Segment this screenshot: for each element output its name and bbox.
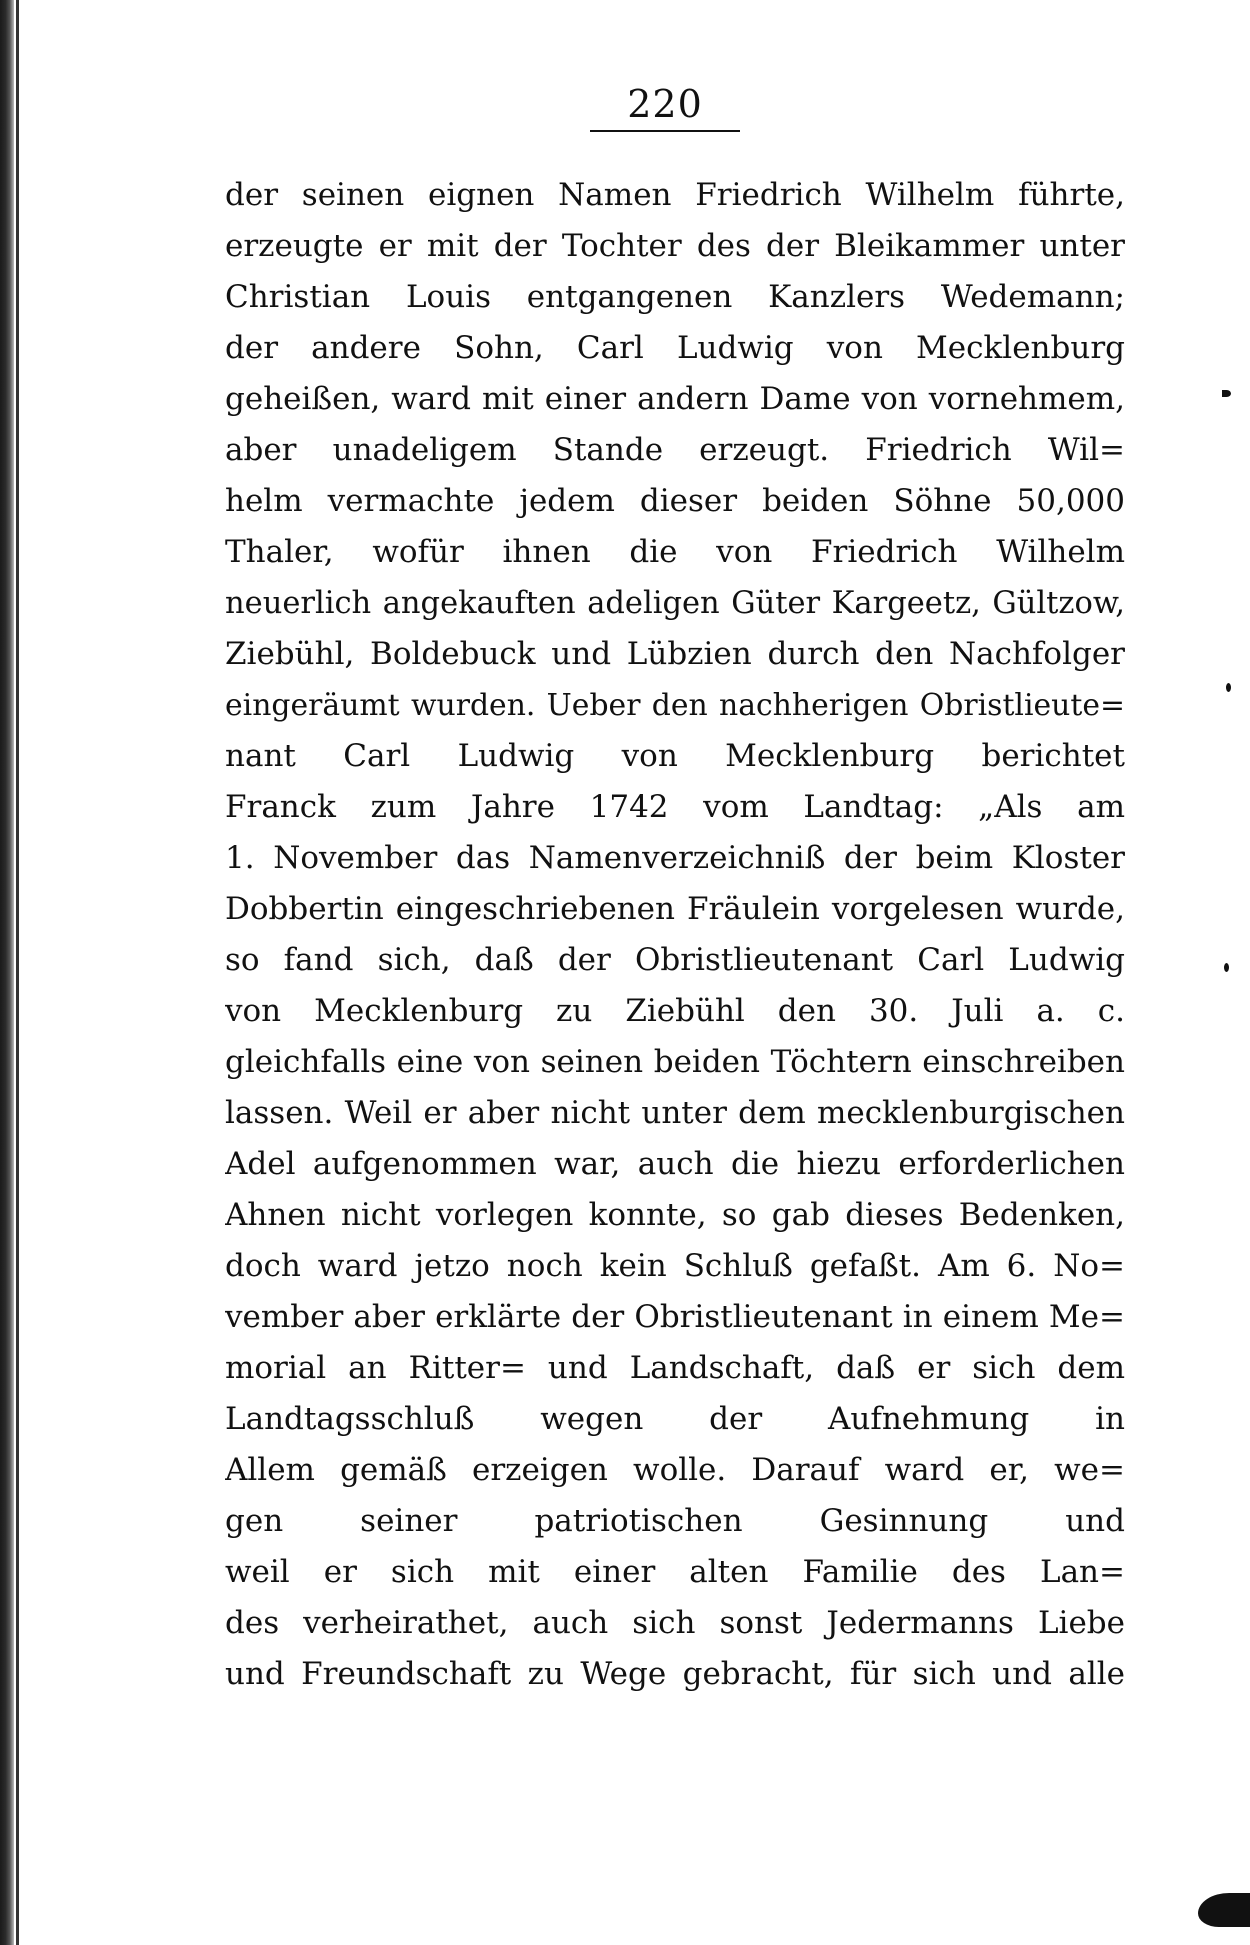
margin-ink-mark [1222,390,1231,397]
text-line: 1. November das Namenverzeichniß der beim Kloster [225,840,1125,876]
text-line: helm vermachte jedem dieser beiden Söhne 50,000 [225,483,1125,519]
text-line: der andere Sohn, Carl Ludwig von Mecklenburg [225,330,1125,366]
text-line: Dobbertin eingeschriebenen Fräulein vorgelesen wurde, [225,891,1125,927]
text-line: nant Carl Ludwig von Mecklenburg berichtet [225,738,1125,774]
text-line: erzeugte er mit der Tochter des der Bleikammer unter [225,228,1125,264]
page-number: 220 [627,82,703,126]
text-line: von Mecklenburg zu Ziebühl den 30. Juli a. c. [225,993,1125,1029]
text-line: so fand sich, daß der Obristlieutenant Carl Ludwig [225,942,1125,978]
text-line: weil er sich mit einer alten Familie des Lan= [225,1554,1125,1590]
text-line: morial an Ritter= und Landschaft, daß er sich dem [225,1350,1125,1386]
margin-ink-mark [1224,963,1229,972]
text-line: der seinen eignen Namen Friedrich Wilhelm führte, [225,177,1125,213]
book-spine-shadow [0,0,14,1945]
text-line: gen seiner patriotischen Gesinnung und [225,1503,1125,1539]
text-line: Franck zum Jahre 1742 vom Landtag: „Als am [225,789,1125,825]
body-text [225,170,1125,1700]
text-line: neuerlich angekauften adeligen Güter Kargeetz, Gültzow, [225,586,1125,621]
text-line: Adel aufgenommen war, auch die hiezu erforderlichen [225,1146,1125,1182]
page-corner-shadow [1198,1893,1250,1927]
text-line: und Freundschaft zu Wege gebracht, für sich und alle [225,1656,1125,1692]
page-edge-line [16,0,19,1945]
text-line: Thaler, wofür ihnen die von Friedrich Wilhelm [225,534,1125,570]
text-line: Ahnen nicht vorlegen konnte, so gab dieses Bedenken, [225,1197,1125,1233]
text-line: gleichfalls eine von seinen beiden Töchtern einschreiben [225,1044,1125,1080]
text-line: vember aber erklärte der Obristlieutenant in einem Me= [225,1299,1125,1335]
text-line: doch ward jetzo noch kein Schluß gefaßt. Am 6. No= [225,1248,1125,1284]
page-header [0,82,1250,126]
text-line: Allem gemäß erzeigen wolle. Darauf ward er, we= [225,1452,1125,1488]
text-line: Landtagsschluß wegen der Aufnehmung in [225,1401,1125,1437]
text-line: eingeräumt wurden. Ueber den nachherigen Obristlieute= [225,688,1125,723]
margin-ink-mark [1226,683,1231,692]
header-rule [590,130,740,132]
text-line: Christian Louis entgangenen Kanzlers Wedemann; [225,279,1125,315]
text-line: geheißen, ward mit einer andern Dame von vornehmem, [225,381,1125,417]
text-line: lassen. Weil er aber nicht unter dem mecklenburgischen [225,1095,1125,1131]
text-line: Ziebühl, Boldebuck und Lübzien durch den Nachfolger [225,636,1125,672]
text-line: des verheirathet, auch sich sonst Jedermanns Liebe [225,1605,1125,1641]
text-line: aber unadeligem Stande erzeugt. Friedrich Wil= [225,432,1125,468]
